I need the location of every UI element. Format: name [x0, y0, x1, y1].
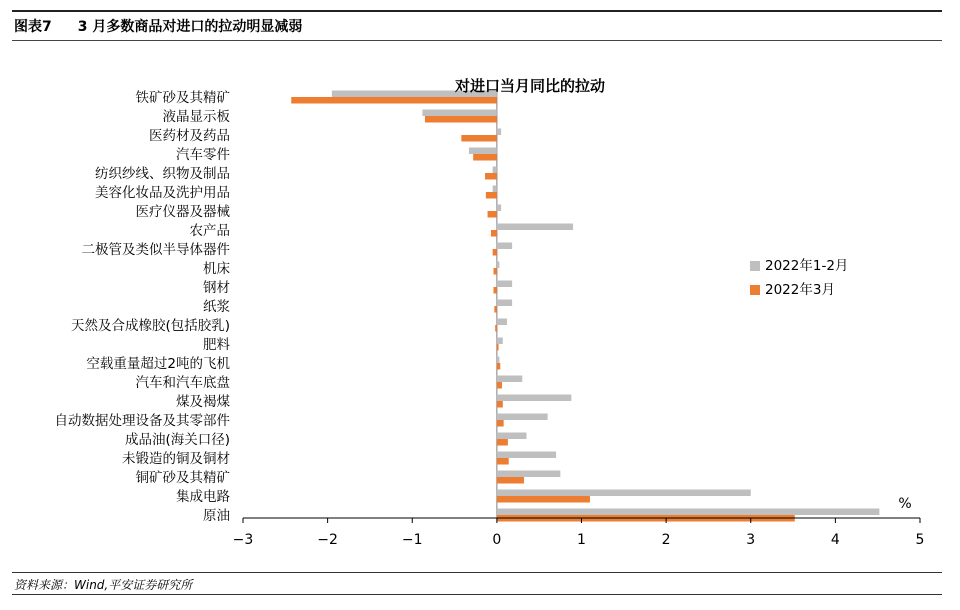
category-label: 二极管及类似半导体器件	[81, 242, 230, 258]
category-label: 煤及褐煤	[176, 394, 230, 410]
x-tick-label: 2	[661, 532, 671, 548]
figure-title: 3 月多数商品对进口的拉动明显减弱	[77, 19, 303, 35]
category-label: 肥料	[203, 337, 230, 353]
bar-jan-feb-6	[497, 205, 501, 212]
unit-label: %	[898, 496, 912, 512]
bar-jan-feb-2	[497, 129, 501, 136]
category-label: 铜矿砂及其精矿	[135, 470, 230, 486]
bar-mar-8	[493, 249, 497, 256]
bar-jan-feb-5	[493, 186, 497, 193]
category-label: 纸浆	[203, 299, 230, 315]
category-label: 自动数据处理设备及其零部件	[54, 413, 230, 429]
category-label: 铁矿砂及其精矿	[135, 90, 230, 106]
bar-mar-4	[485, 173, 497, 180]
x-tick-label: −3	[232, 532, 254, 548]
x-tick-label: −1	[401, 532, 423, 548]
bar-mar-17	[497, 420, 504, 427]
bar-jan-feb-1	[422, 110, 496, 117]
bar-jan-feb-11	[497, 300, 512, 307]
bar-mar-13	[497, 344, 499, 351]
category-label: 医疗仪器及器械	[135, 204, 230, 220]
legend-label: 2022年3月	[765, 282, 835, 298]
bar-jan-feb-19	[497, 452, 556, 459]
x-tick-label: −2	[317, 532, 338, 548]
category-label: 汽车零件	[176, 147, 230, 163]
bar-jan-feb-8	[497, 243, 512, 250]
footer-top-rule	[12, 572, 942, 573]
bar-mar-2	[461, 135, 497, 142]
bar-jan-feb-10	[497, 281, 512, 288]
bar-jan-feb-12	[497, 319, 507, 326]
bar-jan-feb-3	[469, 148, 497, 155]
category-label: 钢材	[203, 280, 230, 296]
bar-jan-feb-9	[497, 262, 500, 269]
category-label: 医药材及药品	[149, 128, 230, 144]
category-label: 原油	[203, 508, 230, 524]
bar-jan-feb-7	[497, 224, 573, 231]
bar-jan-feb-16	[497, 395, 571, 402]
bar-mar-14	[497, 363, 500, 370]
bar-mar-20	[497, 477, 524, 484]
bar-jan-feb-21	[497, 490, 751, 497]
x-tick-label: 3	[746, 532, 756, 548]
bar-jan-feb-14	[497, 357, 500, 364]
bar-mar-12	[495, 325, 497, 332]
bar-mar-9	[493, 268, 496, 275]
bar-mar-7	[491, 230, 497, 237]
category-label: 集成电路	[176, 489, 230, 505]
legend-swatch	[750, 285, 760, 295]
x-tick-label: 1	[577, 532, 586, 548]
bar-mar-6	[488, 211, 497, 218]
category-label: 纺织纱线、织物及制品	[95, 166, 230, 182]
legend-label: 2022年1-2月	[765, 258, 849, 274]
category-label: 机床	[203, 261, 230, 277]
category-label: 汽车和汽车底盘	[135, 375, 230, 391]
legend-swatch	[750, 261, 760, 271]
bar-mar-3	[473, 154, 497, 161]
bar-jan-feb-13	[497, 338, 503, 345]
footer-bottom-rule	[12, 594, 942, 595]
bar-jan-feb-15	[497, 376, 522, 383]
category-label: 农产品	[189, 223, 230, 239]
x-tick-label: 4	[830, 532, 840, 548]
figure-label: 图表7	[14, 19, 52, 35]
bar-mar-19	[497, 458, 509, 465]
bar-jan-feb-18	[497, 433, 527, 440]
bar-jan-feb-20	[497, 471, 560, 478]
bar-mar-21	[497, 496, 590, 503]
bar-mar-11	[494, 306, 497, 313]
category-label: 成品油(海关口径)	[124, 432, 230, 448]
category-label: 空载重量超过2吨的飞机	[86, 356, 230, 372]
bar-jan-feb-17	[497, 414, 548, 421]
chart-title: 对进口当月同比的拉动	[454, 77, 606, 95]
category-label: 天然及合成橡胶(包括胶乳)	[70, 318, 230, 334]
bar-mar-5	[486, 192, 497, 199]
bar-mar-10	[493, 287, 496, 294]
x-tick-label: 0	[492, 532, 502, 548]
bar-mar-15	[497, 382, 502, 389]
bar-jan-feb-22	[497, 509, 880, 516]
category-label: 美容化妆品及洗护用品	[95, 185, 230, 201]
bar-mar-1	[425, 116, 497, 123]
bar-mar-18	[497, 439, 508, 446]
bar-mar-0	[291, 97, 497, 104]
category-label: 未锻造的铜及铜材	[122, 451, 230, 467]
bar-jan-feb-4	[493, 167, 497, 174]
category-label: 液晶显示板	[162, 109, 230, 125]
bar-mar-16	[497, 401, 503, 408]
source-note: 资料来源：Wind,平安证券研究所	[14, 578, 193, 592]
x-tick-label: 5	[915, 532, 925, 548]
